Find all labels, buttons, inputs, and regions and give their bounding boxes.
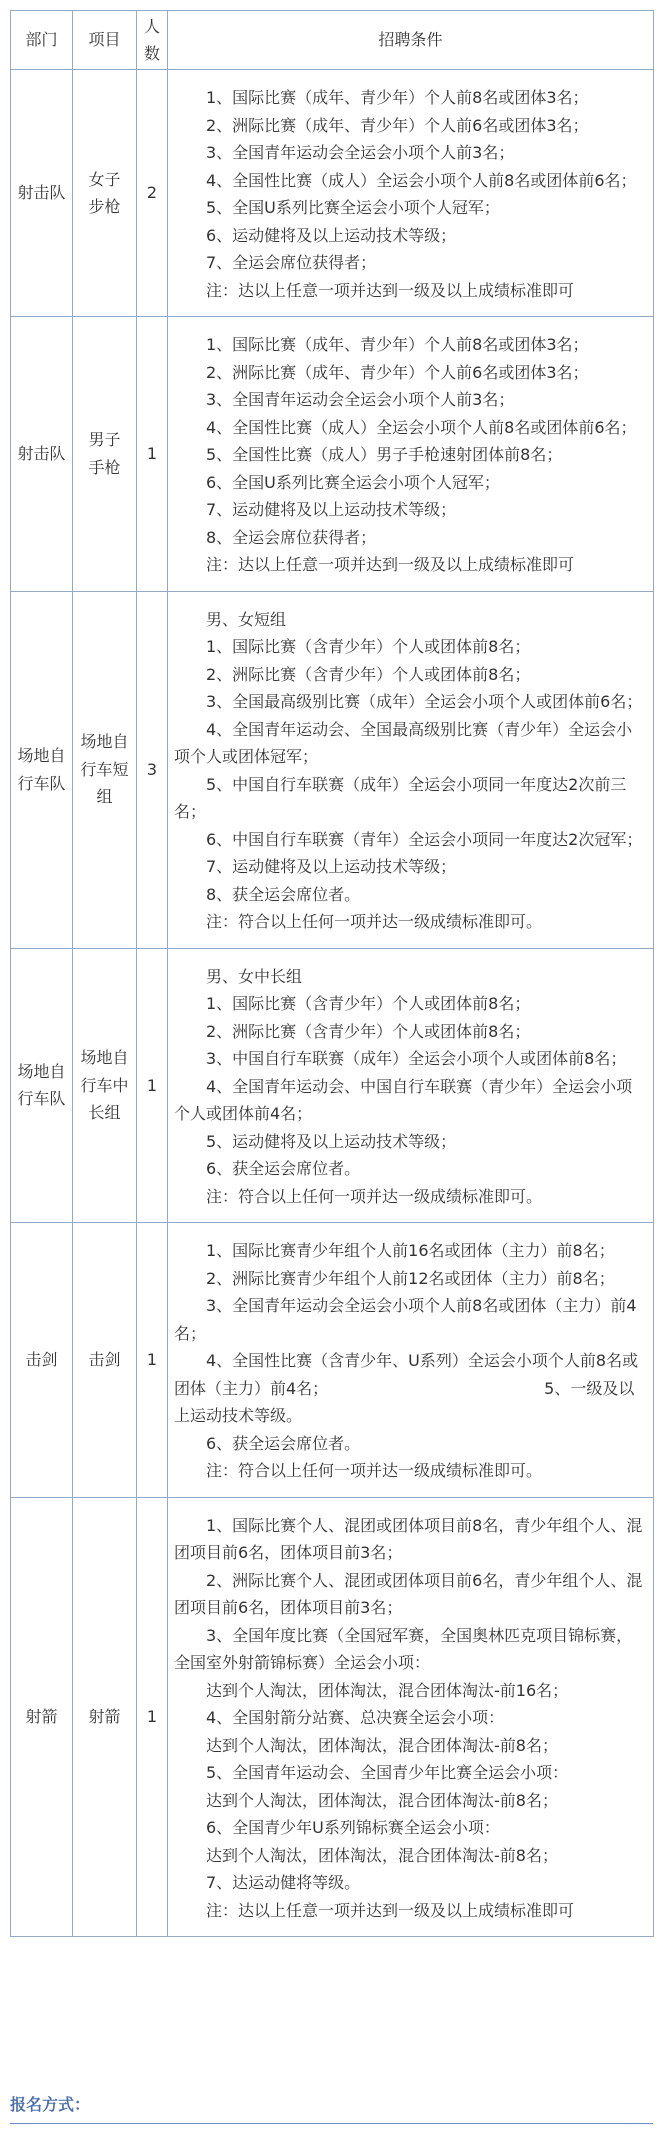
header-count: 人 数 bbox=[137, 11, 168, 70]
item-cell-text: 击剑 bbox=[88, 1350, 121, 1369]
condition-line: 7、达运动健将等级。 bbox=[174, 1873, 361, 1892]
item-cell bbox=[73, 591, 137, 948]
registration-method-label: 报名方式： bbox=[10, 2095, 91, 2114]
count-cell-text: 1 bbox=[146, 1707, 158, 1726]
header-item: 项目 bbox=[73, 11, 137, 70]
condition-line: 男、女中长组 bbox=[174, 966, 303, 986]
item-cell bbox=[73, 1497, 137, 1937]
conditions-cell bbox=[168, 317, 654, 592]
condition-line: 3、全国青年运动会全运会小项个人前3名； bbox=[174, 390, 515, 409]
conditions-cell bbox=[168, 948, 654, 1223]
condition-line: 3、全国最高级别比赛（成年）全运会小项个人或团体前6名； bbox=[174, 692, 643, 711]
item-cell bbox=[73, 317, 137, 592]
condition-line: 5、全国U系列比赛全运会小项个人冠军； bbox=[174, 198, 500, 217]
condition-line: 注：达以上任意一项并达到一级及以上成绩标准即可 bbox=[174, 280, 575, 300]
condition-line: 1、国际比赛（含青少年）个人或团体前8名； bbox=[174, 994, 531, 1013]
table-row bbox=[11, 591, 654, 948]
condition-line: 2、洲际比赛（成年、青少年）个人前6名或团体3名； bbox=[174, 115, 589, 135]
condition-line: 注：达以上任意一项并达到一级及以上成绩标准即可 bbox=[174, 1900, 575, 1920]
table-row bbox=[11, 948, 654, 1223]
condition-line: 3、中国自行车联赛（成年）全运会小项个人或团体前8名； bbox=[174, 1049, 627, 1068]
condition-line: 5、全国青年运动会、全国青少年比赛全运会小项： bbox=[174, 1763, 569, 1782]
conditions-cell bbox=[168, 70, 654, 317]
condition-line: 2、洲际比赛青少年组个人前12名或团体（主力）前8名； bbox=[174, 1268, 615, 1288]
condition-line: 1、国际比赛（含青少年）个人或团体前8名； bbox=[174, 637, 531, 656]
table-row bbox=[11, 1223, 654, 1498]
condition-line: 5、全国性比赛（成人）男子手枪速射团体前8名； bbox=[174, 445, 563, 464]
dept-cell bbox=[11, 591, 73, 948]
condition-line: 2、洲际比赛个人、混团或团体项目前6名，青少年组个人、混团项目前6名，团体项目前3名； bbox=[174, 1570, 643, 1617]
condition-line: 5、运动健将及以上运动技术等级； bbox=[174, 1131, 457, 1151]
condition-line: 3、全国青年运动会全运会小项个人前8名或团体（主力）前4名； bbox=[174, 1296, 637, 1343]
count-cell-text: 2 bbox=[146, 183, 158, 203]
condition-line: 注：符合以上任何一项并达一级成绩标准即可。 bbox=[174, 1461, 543, 1480]
count-cell-text: 3 bbox=[146, 759, 158, 779]
condition-line: 4、全国性比赛（含青少年、U系列）全运会小项个人前8名或团体（主力）前4名； 5、一级及以上运动技术等级。 bbox=[174, 1351, 639, 1425]
condition-line: 1、国际比赛青少年组个人前16名或团体（主力）前8名； bbox=[174, 1241, 615, 1260]
condition-line: 1、国际比赛个人、混团或团体项目前8名，青少年组个人、混团项目前6名，团体项目前3名； bbox=[174, 1515, 643, 1562]
table-row bbox=[11, 70, 654, 317]
dept-cell bbox=[11, 948, 73, 1223]
count-cell bbox=[137, 1223, 168, 1498]
dept-cell bbox=[11, 317, 73, 592]
item-cell-text: 场地自 行车短 组 bbox=[80, 732, 129, 807]
count-cell bbox=[137, 70, 168, 317]
condition-line: 4、全国青年运动会、全国最高级别比赛（青少年）全运会小项个人或团体冠军； bbox=[174, 719, 633, 766]
table-header-row bbox=[11, 11, 654, 70]
count-cell bbox=[137, 948, 168, 1223]
dept-cell-text: 击剑 bbox=[25, 1350, 58, 1369]
condition-line: 8、获全运会席位者。 bbox=[174, 884, 361, 904]
recruitment-table-container bbox=[10, 10, 653, 1937]
condition-line: 8、全运会席位获得者； bbox=[174, 527, 377, 547]
condition-line: 达到个人淘汰，团体淘汰，混合团体淘汰-前8名； bbox=[174, 1845, 558, 1865]
condition-line: 3、全国年度比赛（全国冠军赛，全国奥林匹克项目锦标赛，全国室外射箭锦标赛）全运会小项： bbox=[174, 1625, 633, 1672]
condition-line: 6、获全运会席位者。 bbox=[174, 1159, 361, 1178]
condition-line: 6、获全运会席位者。 bbox=[174, 1433, 361, 1453]
dept-cell bbox=[11, 70, 73, 317]
dept-cell-text: 射箭 bbox=[25, 1707, 58, 1726]
item-cell bbox=[73, 948, 137, 1223]
dept-cell bbox=[11, 1497, 73, 1937]
condition-line: 1、国际比赛（成年、青少年）个人前8名或团体3名； bbox=[174, 88, 589, 107]
condition-line: 男、女短组 bbox=[174, 609, 287, 629]
condition-line: 4、全国青年运动会、中国自行车联赛（青少年）全运会小项个人或团体前4名； bbox=[174, 1076, 633, 1123]
table-row bbox=[11, 1497, 654, 1937]
condition-line: 达到个人淘汰，团体淘汰，混合团体淘汰-前8名； bbox=[174, 1735, 558, 1755]
condition-line: 4、全国性比赛（成人）全运会小项个人前8名或团体前6名； bbox=[174, 417, 637, 437]
condition-line: 5、中国自行车联赛（成年）全运会小项同一年度达2次前三名； bbox=[174, 774, 627, 821]
header-conditions: 招聘条件 bbox=[168, 11, 654, 70]
condition-line: 3、全国青年运动会全运会小项个人前3名； bbox=[174, 143, 515, 162]
dept-cell-text: 射击队 bbox=[17, 444, 66, 463]
count-cell bbox=[137, 317, 168, 592]
condition-line: 4、全国性比赛（成人）全运会小项个人前8名或团体前6名； bbox=[174, 170, 637, 190]
item-cell bbox=[73, 70, 137, 317]
dept-cell-text: 场地自 行车队 bbox=[17, 746, 66, 793]
recruitment-table bbox=[10, 10, 654, 1937]
condition-line: 7、运动健将及以上运动技术等级； bbox=[174, 857, 457, 876]
condition-line: 2、洲际比赛（含青少年）个人或团体前8名； bbox=[174, 1021, 531, 1041]
count-cell bbox=[137, 1497, 168, 1937]
condition-line: 6、全国U系列比赛全运会小项个人冠军； bbox=[174, 472, 500, 492]
condition-line: 2、洲际比赛（成年、青少年）个人前6名或团体3名； bbox=[174, 362, 589, 382]
item-cell-text: 场地自 行车中 长组 bbox=[80, 1048, 129, 1122]
condition-line: 6、全国青少年U系列锦标赛全运会小项： bbox=[174, 1818, 500, 1837]
table-body bbox=[11, 70, 654, 1937]
item-cell-text: 女子 步枪 bbox=[88, 169, 121, 216]
conditions-cell bbox=[168, 1497, 654, 1937]
condition-line: 6、运动健将及以上运动技术等级； bbox=[174, 225, 457, 245]
condition-line: 达到个人淘汰，团体淘汰，混合团体淘汰-前16名； bbox=[174, 1680, 569, 1700]
condition-line: 4、全国射箭分站赛、总决赛全运会小项： bbox=[174, 1708, 505, 1727]
conditions-cell bbox=[168, 1223, 654, 1498]
condition-line: 1、国际比赛（成年、青少年）个人前8名或团体3名； bbox=[174, 335, 589, 354]
condition-line: 注：符合以上任何一项并达一级成绩标准即可。 bbox=[174, 1186, 543, 1206]
condition-line: 注：达以上任意一项并达到一级及以上成绩标准即可 bbox=[174, 555, 575, 574]
conditions-cell bbox=[168, 591, 654, 948]
condition-line: 6、中国自行车联赛（青年）全运会小项同一年度达2次冠军； bbox=[174, 829, 643, 849]
condition-line: 7、运动健将及以上运动技术等级； bbox=[174, 500, 457, 519]
condition-line: 注：符合以上任何一项并达一级成绩标准即可。 bbox=[174, 912, 543, 931]
count-cell-text: 1 bbox=[146, 444, 158, 463]
dept-cell bbox=[11, 1223, 73, 1498]
table-row bbox=[11, 317, 654, 592]
item-cell-text: 男子 手枪 bbox=[88, 430, 121, 477]
item-cell bbox=[73, 1223, 137, 1498]
condition-line: 2、洲际比赛（含青少年）个人或团体前8名； bbox=[174, 664, 531, 684]
dept-cell-text: 场地自 行车队 bbox=[17, 1061, 66, 1109]
count-cell bbox=[137, 591, 168, 948]
condition-line: 达到个人淘汰，团体淘汰，混合团体淘汰-前8名； bbox=[174, 1790, 558, 1810]
dept-cell-text: 射击队 bbox=[17, 183, 66, 203]
item-cell-text: 射箭 bbox=[88, 1707, 121, 1726]
count-cell-text: 1 bbox=[146, 1350, 158, 1369]
footer-section bbox=[10, 2093, 653, 2124]
footer-divider bbox=[10, 2123, 653, 2124]
condition-line: 7、全运会席位获得者； bbox=[174, 253, 377, 272]
count-cell-text: 1 bbox=[146, 1075, 158, 1095]
header-dept: 部门 bbox=[11, 11, 73, 70]
